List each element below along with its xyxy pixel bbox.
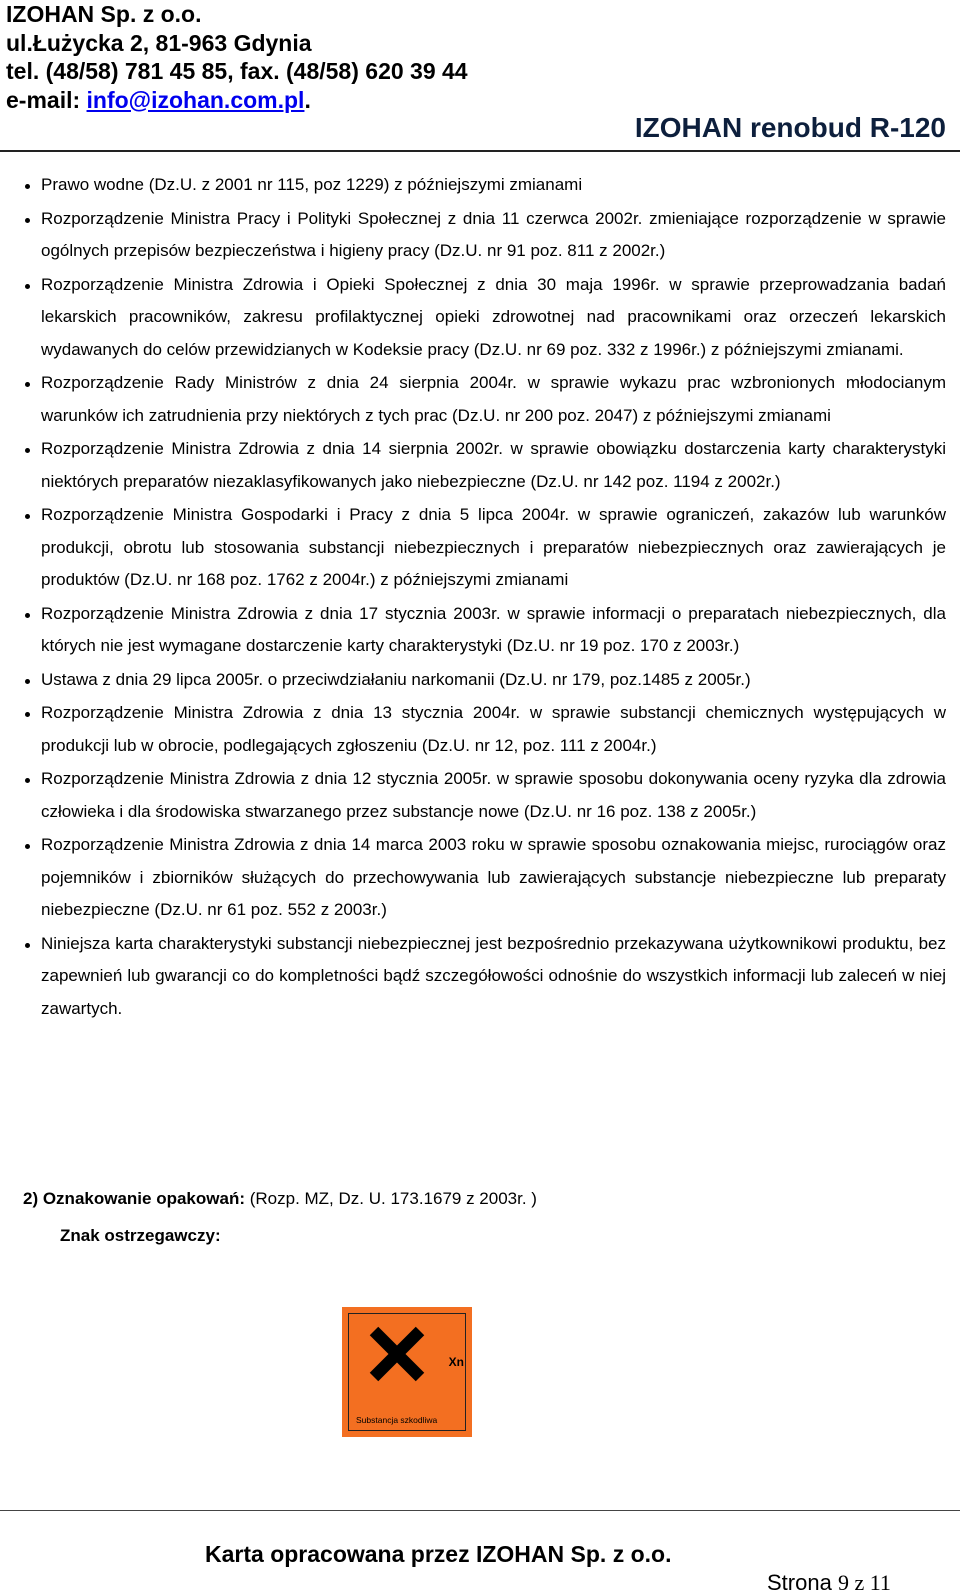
cross-icon bbox=[366, 1323, 428, 1385]
company-name: IZOHAN Sp. z o.o. bbox=[6, 1, 202, 27]
list-item: Ustawa z dnia 29 lipca 2005r. o przeciwdziałaniu narkomanii (Dz.U. nr 179, poz.1485 z 2005r.) bbox=[22, 664, 946, 697]
list-item: Rozporządzenie Ministra Zdrowia i Opieki Społecznej z dnia 30 maja 1996r. w sprawie przeprowadzania badań lekarskich pracowników, zakresu profilaktycznej opieki zdrowotnej nad pracownikami oraz orzeczeń lekarskich wydawanych do celów przewidzianych w Kodeksie pracy (Dz.U. nr 69 poz. 332 z 1996r.) z późniejszymi zmianami. bbox=[22, 269, 946, 367]
list-item: Rozporządzenie Ministra Zdrowia z dnia 14 marca 2003 roku w sprawie sposobu oznakowania miejsc, rurociągów oraz pojemników i zbiorników służących do przechowywania lub zawierających substancje niebezpieczne lub preparaty niebezpieczne (Dz.U. nr 61 poz. 552 z 2003r.) bbox=[22, 829, 946, 927]
section-packaging-label bbox=[23, 1189, 537, 1209]
page-total: 11 bbox=[869, 1570, 891, 1595]
page-number bbox=[767, 1570, 891, 1596]
company-header bbox=[6, 0, 468, 114]
list-item: Niniejsza karta charakterystyki substancji niebezpiecznej jest bezpośrednio przekazywana użytkownikowi produktu, bez zapewnień lub gwarancji co do kompletności bądź szczegółowości odnośnie do wszystkich informacji lub zaleceń w niej zawartych. bbox=[22, 928, 946, 1026]
footer-divider bbox=[0, 1510, 960, 1511]
list-item: Rozporządzenie Rady Ministrów z dnia 24 sierpnia 2004r. w sprawie wykazu prac wzbronionych młodocianym warunków ich zatrudnienia przy niektórych z tych prac (Dz.U. nr 200 poz. 2047) z późniejszymi zmianami bbox=[22, 367, 946, 432]
page-current: 9 bbox=[837, 1570, 849, 1595]
list-item: Rozporządzenie Ministra Gospodarki i Pracy z dnia 5 lipca 2004r. w sprawie ograniczeń, zakazów lub warunków produkcji, obrotu lub stosowania substancji niebezpiecznych i preparatów niebezpiecznych oraz zawierających je produktów (Dz.U. nr 168 poz. 1762 z 2004r.) z późniejszymi zmianami bbox=[22, 499, 946, 597]
page-label: Strona bbox=[767, 1570, 838, 1595]
hazard-code: Xn bbox=[448, 1355, 464, 1369]
hazard-sign bbox=[342, 1307, 472, 1437]
list-item: Rozporządzenie Ministra Zdrowia z dnia 13 stycznia 2004r. w sprawie substancji chemicznych występujących w produkcji lub w obrocie, podlegających zgłoszeniu (Dz.U. nr 12, poz. 111 z 2004r.) bbox=[22, 697, 946, 762]
footer-text: Karta opracowana przez IZOHAN Sp. z o.o. bbox=[205, 1541, 672, 1567]
list-item: Rozporządzenie Ministra Zdrowia z dnia 14 sierpnia 2002r. w sprawie obowiązku dostarczenia karty charakterystyki niektórych preparatów niezaklasyfikowanych jako niebezpieczne (Dz.U. nr 142 poz. 1194 z 2002r.) bbox=[22, 433, 946, 498]
list-item: Prawo wodne (Dz.U. z 2001 nr 115, poz 1229) z późniejszymi zmianami bbox=[22, 169, 946, 202]
page-separator: z bbox=[848, 1570, 870, 1595]
email-label: e-mail: bbox=[6, 86, 87, 113]
document-title: IZOHAN renobud R-120 bbox=[634, 112, 946, 143]
email-link[interactable]: info@izohan.com.pl bbox=[86, 86, 305, 113]
list-item: Rozporządzenie Ministra Pracy i Polityki Społecznej z dnia 11 czerwca 2002r. zmieniające rozporządzenie w sprawie ogólnych przepisów bezpieczeństwa i higieny pracy (Dz.U. nr 91 poz. 811 z 2002r.) bbox=[22, 203, 946, 268]
hazard-caption: Substancja szkodliwa bbox=[356, 1415, 438, 1425]
email-suffix: . bbox=[304, 86, 311, 113]
warning-sign-heading: Znak ostrzegawczy: bbox=[60, 1226, 221, 1245]
regulations-list bbox=[22, 169, 946, 1026]
section-reference: (Rozp. MZ, Dz. U. 173.1679 z 2003r. ) bbox=[245, 1189, 537, 1208]
header-divider bbox=[0, 150, 960, 152]
section-heading: 2) Oznakowanie opakowań: bbox=[23, 1189, 245, 1208]
list-item: Rozporządzenie Ministra Zdrowia z dnia 12 stycznia 2005r. w sprawie sposobu dokonywania oceny ryzyka dla zdrowia człowieka i dla środowiska stwarzanego przez substancje nowe (Dz.U. nr 16 poz. 138 z 2005r.) bbox=[22, 763, 946, 828]
company-address: ul.Łużycka 2, 81-963 Gdynia bbox=[6, 29, 312, 56]
list-item: Rozporządzenie Ministra Zdrowia z dnia 17 stycznia 2003r. w sprawie informacji o preparatach niebezpiecznych, dla których nie jest wymagane dostarczenie karty charakterystyki (Dz.U. nr 19 poz. 170 z 2003r.) bbox=[22, 598, 946, 663]
company-email-line bbox=[6, 86, 468, 115]
company-phone: tel. (48/58) 781 45 85, fax. (48/58) 620 39 44 bbox=[6, 58, 468, 84]
